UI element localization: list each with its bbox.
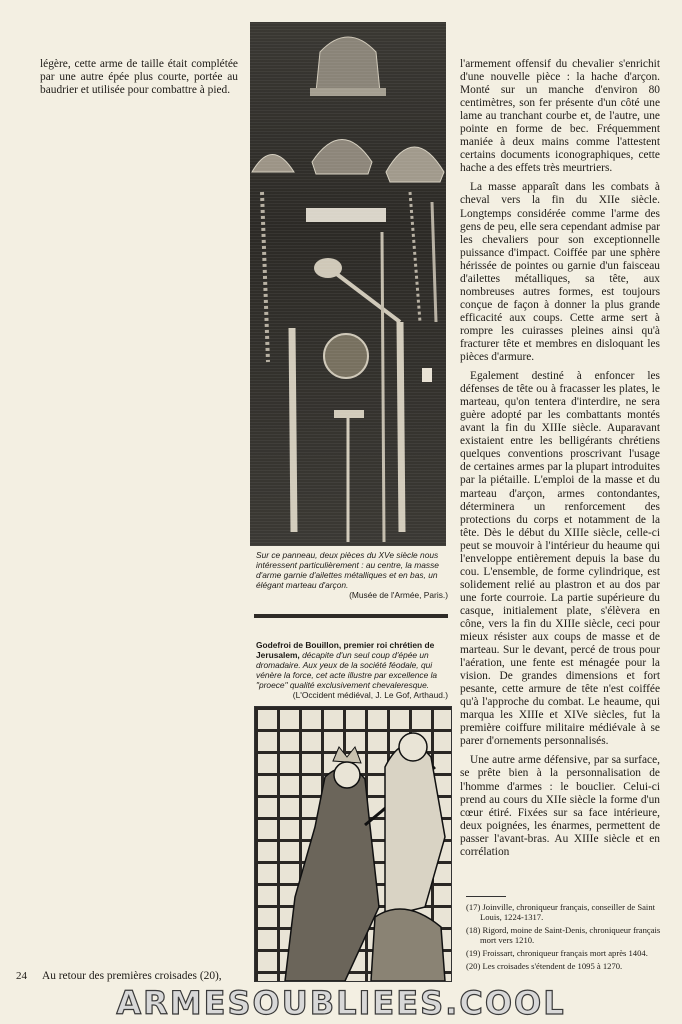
caption-text: Sur ce panneau, deux pièces du XVe siècle nous intéressent particulièrement : au centre, la masse d'arme garnie d'ailettes métalliques et en bas, un élégant marteau d'arçon.	[256, 550, 439, 590]
godefroi-illustration	[254, 706, 452, 982]
footnote-item: (19) Froissart, chroniqueur français mort après 1404.	[466, 948, 648, 958]
weapons-panel-caption	[256, 550, 448, 600]
right-paragraph: Une autre arme défensive, par sa surface, se prête bien à la personnalisation de l'homme d'armes : le bouclier. Celui-ci prend au cours du XIIe siècle la forme d'un cœur étiré. Fixées sur sa face intérieure, deux poignées, les énarmes, permettent de passer l'avant-bras. Au XIIIe siècle et en corrélation	[460, 754, 660, 858]
divider-rule	[254, 614, 448, 618]
footnote-item: (17) Joinville, chroniqueur français, conseiller de Saint Louis, 1224-1317.	[466, 902, 656, 922]
caption-credit: (L'Occident médiéval, J. Le Gof, Arthaud.)	[292, 690, 448, 700]
right-paragraph: l'armement offensif du chevalier s'enrichit d'une nouvelle pièce : la hache d'arçon. Monté sur un manche d'environ 80 centimètres, son fer présente d'un côté une lame au tranchant courbe et, de l'autre, une pointe en forme de bec. Fréquemment maniée à deux mains comme l'attestent certains documents iconographiques, cette hache a des effets très meurtriers.	[460, 58, 660, 175]
caption-title: Godefroi de Bouillon, premier roi chrétien de Jerusalem,	[256, 640, 435, 660]
weapons-panel-photo	[250, 22, 446, 546]
godefroi-drawing	[255, 707, 451, 981]
watermark-text: ARMESOUBLIEES.COOL	[116, 984, 566, 1022]
right-text-column	[460, 58, 660, 865]
left-last-line: Au retour des premières croisades (20),	[42, 970, 222, 982]
caption-credit: (Musée de l'Armée, Paris.)	[349, 590, 448, 600]
left-text-column	[40, 58, 238, 103]
footnote-item: (20) Les croisades s'étendent de 1095 à 1270.	[466, 961, 623, 971]
footnote-item: (18) Rigord, moine de Saint-Denis, chroniqueur français mort vers 1210.	[466, 925, 661, 945]
page-number: 24	[16, 970, 27, 982]
godefroi-caption	[256, 640, 448, 700]
left-paragraph: légère, cette arme de taille était complétée par une autre épée plus courte, portée au baudrier et utilisée pour combattre à pied.	[40, 58, 238, 97]
footnote-rule	[466, 896, 506, 897]
footnotes	[466, 902, 662, 974]
right-paragraph: Egalement destiné à enfoncer les défenses de tête ou à fracasser les plates, le marteau, qu'on tentera d'interdire, ne sera guère adopté par les combattants montés avant la fin du XIIIe siècle. Auparavant existaient entre les belligérants chrétiens quelques conventions proscrivant l'usage de certaines armes par la plupart introduites par la piétaille. L'emploi de la masse et du marteau d'arçon, armes contondantes, déterminera un renforcement des protections du corps et notamment de la tête. Dès le début du XIIIe siècle, celle-ci peut se mouvoir à l'intérieur du heaume qui l'enveloppe entièrement depuis la base du cou. L'ensemble, de forme cylindrique, est solidement relié au plastron et au dos par une forte courroie. La partie supérieure du casque, initialement plate, s'élèvera en cône, vers la fin du XIIIe siècle, ceci pour mieux résister aux coups de masse et de marteau. Sur le devant, percé de trous pour l'aération, une fente est ménagée pour la vision. De grandes dimensions et fort pesante, cette armure de tête n'est coiffée qu'à l'approche du combat. Le heaume, qui marqua les XIIIe et XIVe siècles, fut la première coiffure militaire médiévale à se parer d'ornements personnalisés.	[460, 370, 660, 748]
right-paragraph: La masse apparaît dans les combats à cheval vers la fin du XIIe siècle. Longtemps considérée comme l'arme des gens de peu, elle sera cependant admise par les chevaliers pour son exceptionnelle puissance d'impact. Coiffée par une sphère hérissée de pointes ou garnie d'un faisceau d'ailettes métalliques, sa tête, aux nombreuses autres formes, est toujours conçue de façon à donner la plus grande efficacité aux coups. Cette arme sert à rompre les cuirasses pleines ainsi qu'à fracturer tête et membres en disloquant les pièces d'armure.	[460, 181, 660, 364]
caption-text: décapite d'un seul coup d'épée un dromadaire. Aux yeux de la société féodale, qui vénère la force, cet acte illustre par excellence la "proece" qualité exclusivement chevaleresque.	[256, 650, 438, 690]
